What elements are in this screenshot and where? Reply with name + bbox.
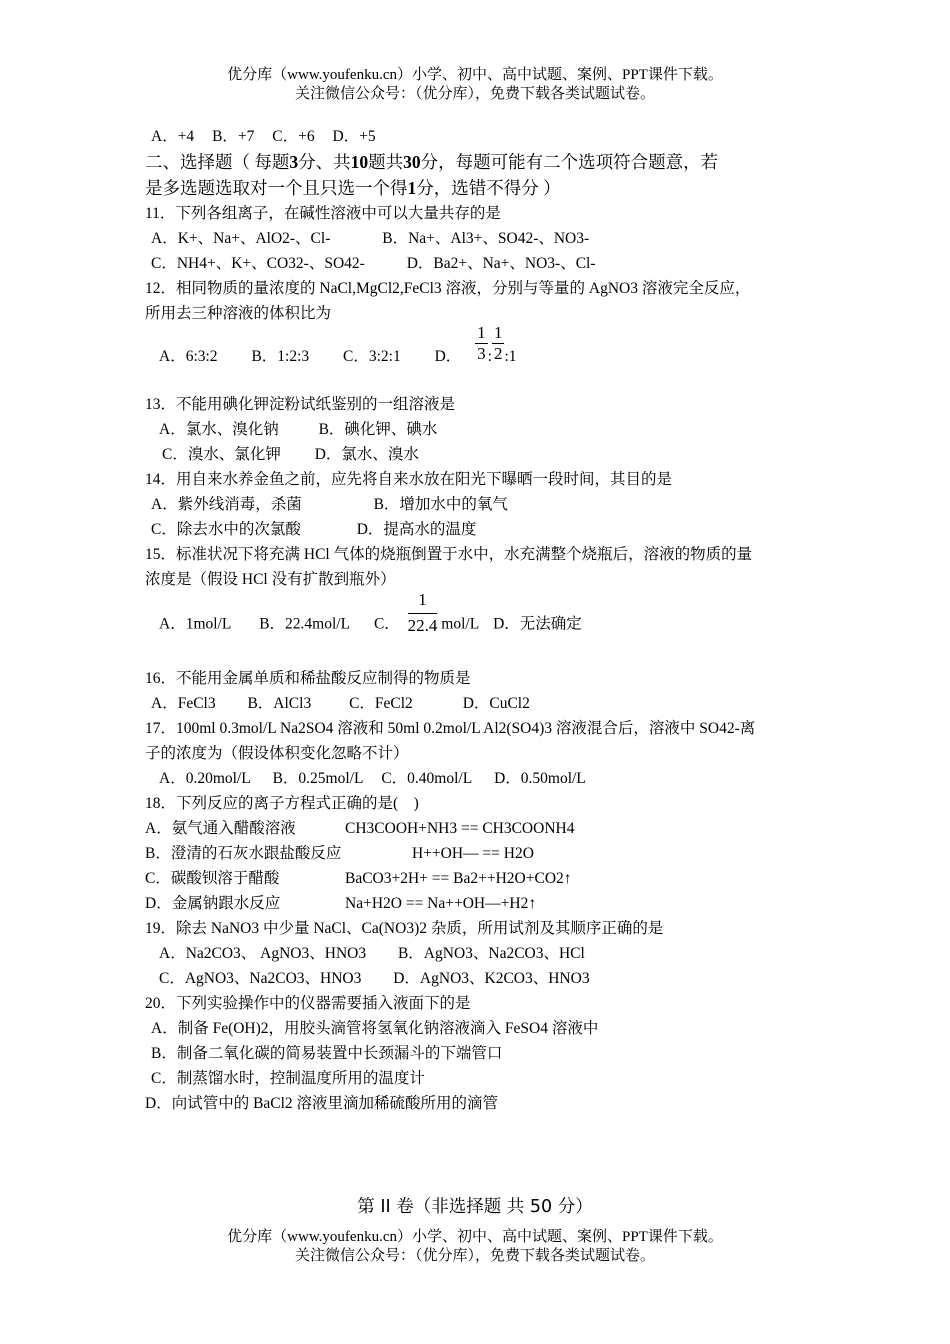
option-c: C．溴水、氯化钾 (162, 446, 281, 463)
section-number: 10 (350, 152, 369, 172)
option-b: B．+7 (212, 128, 255, 145)
fraction-denominator: 2 (493, 344, 503, 363)
q19-options-row2 (145, 966, 810, 991)
q15-stem-2: 浓度是（假设 HCl 没有扩散到瓶外） (145, 571, 396, 588)
q17-stem-2: 子的浓度为（假设体积变化忽略不计） (145, 745, 409, 762)
option-a: A．紫外线消毒，杀菌 (151, 496, 302, 513)
section-text: 是多选题选取对一个且只选一个得 (145, 178, 408, 198)
option-d: D．CuCl2 (462, 695, 530, 712)
section-2-heading (145, 149, 810, 175)
q18-option-b (145, 841, 810, 866)
fraction-one-half (492, 323, 505, 364)
option-d: D． (434, 348, 462, 366)
q18-option-a (145, 816, 810, 841)
option-d: D．0.50mol/L (494, 770, 586, 787)
option-a: A．氯水、溴化钠 (159, 421, 279, 438)
q19-stem: 19．除去 NaNO3 中少量 NaCl、Ca(NO3)2 杂质，所用试剂及其顺序正确的是 (145, 920, 664, 937)
q12-options (145, 323, 810, 384)
option-b: B．增加水中的氧气 (373, 496, 508, 513)
option-a: A．6:3:2 (159, 348, 218, 366)
option-c: C．NH4+、K+、CO32-、SO42- (151, 255, 365, 272)
q13-options-row2 (145, 442, 810, 467)
option-d: D．AgNO3、K2CO3、HNO3 (393, 970, 590, 987)
option-b: B．Na+、Al3+、SO42-、NO3- (382, 230, 590, 247)
section-number: 3 (289, 152, 299, 172)
q12-stem-1: 12．相同物质的量浓度的 NaCl,MgCl2,FeCl3 溶液，分别与等量的 AgNO3 溶液完全反应， (145, 280, 751, 297)
header-line-2: 关注微信公众号：（优分库），免费下载各类试题试卷。 (294, 86, 655, 102)
option-d: D．+5 (332, 128, 376, 145)
q20-option-c: C．制蒸馏水时，控制温度所用的温度计 (151, 1070, 425, 1087)
equation: Na+H2O == Na++OH—+H2↑ (345, 895, 537, 912)
option-b: B．AlCl3 (247, 695, 312, 712)
section-2-heading-cont (145, 175, 810, 201)
fraction-one-third (475, 323, 488, 364)
page-header (0, 66, 950, 104)
q17-options (145, 766, 810, 791)
option-label: C．碳酸钡溶于醋酸 (145, 870, 280, 887)
q20-option-b: B．制备二氧化碳的简易装置中长颈漏斗的下端管口 (151, 1045, 503, 1062)
exam-content (145, 124, 810, 1116)
q13-options-row1 (145, 417, 810, 442)
option-d: D．提高水的温度 (356, 521, 477, 538)
option-c: C．3:2:1 (343, 348, 401, 366)
equation: H++OH— == H2O (412, 845, 534, 862)
section-text: 题共 (368, 152, 404, 172)
option-c: C．除去水中的次氯酸 (151, 521, 301, 538)
option-label: B．澄清的石灰水跟盐酸反应 (145, 845, 342, 862)
q19-options-row1 (145, 941, 810, 966)
q18-option-d (145, 891, 810, 916)
q20-option-a: A．制备 Fe(OH)2，用胶头滴管将氢氧化钠溶液滴入 FeSO4 溶液中 (151, 1020, 599, 1037)
page-footer (0, 1228, 950, 1266)
q13-stem: 13．不能用碘化钾淀粉试纸鉴别的一组溶液是 (145, 396, 456, 413)
option-b: B．1:2:3 (251, 348, 310, 366)
q17-stem-1: 17．100ml 0.3mol/L Na2SO4 溶液和 50ml 0.2mol/L Al2(SO4)3 溶液混合后，溶液中 SO42-离 (145, 720, 756, 737)
section-text: 分，每题可能有二个选项符合题意，若 (420, 152, 719, 172)
q14-options-row2 (145, 517, 810, 542)
option-a: A．+4 (151, 128, 195, 145)
q16-options (145, 691, 810, 716)
fraction-numerator: 1 (477, 323, 486, 342)
option-d: D．无法确定 (493, 615, 582, 633)
fraction-numerator: 1 (493, 323, 503, 342)
ratio-tail: :1 (504, 348, 517, 366)
option-a: A．1mol/L (159, 615, 232, 633)
fraction-denominator: 3 (477, 344, 486, 363)
section-text: 分、共 (298, 152, 351, 172)
q14-options-row1 (145, 492, 810, 517)
option-c: C．AgNO3、Na2CO3、HNO3 (159, 970, 362, 987)
ratio-separator: : (487, 348, 492, 366)
option-label: D．金属钠跟水反应 (145, 895, 281, 912)
fraction-numerator: 1 (408, 590, 438, 614)
option-a: A．FeCl3 (151, 695, 216, 712)
option-b: B．碘化钾、碘水 (318, 421, 438, 438)
q12-stem-2: 所用去三种溶液的体积比为 (145, 305, 332, 322)
q11-stem: 11．下列各组离子，在碱性溶液中可以大量共存的是 (145, 205, 501, 222)
q11-options-row2 (145, 251, 810, 276)
q20-stem: 20．下列实验操作中的仪器需要插入液面下的是 (145, 995, 471, 1012)
option-label: A．氨气通入醋酸溶液 (145, 820, 296, 837)
q11-options-row1 (145, 226, 810, 251)
footer-line-1: 优分库（www.youfenku.cn）小学、初中、高中试题、案例、PPT课件下载。 (227, 1229, 723, 1245)
option-a: A．0.20mol/L (159, 770, 251, 787)
q14-stem: 14．用自来水养金鱼之前，应先将自来水放在阳光下曝晒一段时间，其目的是 (145, 471, 673, 488)
header-line-1: 优分库（www.youfenku.cn）小学、初中、高中试题、案例、PPT课件下载。 (227, 67, 723, 83)
option-a: A．K+、Na+、AlO2-、Cl- (151, 230, 331, 247)
option-b: B．22.4mol/L (259, 615, 351, 633)
option-c: C．+6 (272, 128, 315, 145)
option-d: D．氯水、溴水 (314, 446, 419, 463)
option-c: C．0.40mol/L (381, 770, 473, 787)
option-b: B．0.25mol/L (272, 770, 364, 787)
q16-stem: 16．不能用金属单质和稀盐酸反应制得的物质是 (145, 670, 471, 687)
q15-stem-1: 15．标准状况下将充满 HCl 气体的烧瓶倒置于水中，水充满整个烧瓶后，溶液的物质的量 (145, 546, 753, 563)
option-c: C． (373, 615, 400, 633)
option-c: C．FeCl2 (349, 695, 413, 712)
q18-option-c (145, 866, 810, 891)
q10-options (145, 124, 810, 149)
part-2-title: 第 II 卷（非选择题 共 50 分） (357, 1197, 593, 1217)
fraction-one-over-22-4 (408, 590, 438, 636)
option-b: B．AgNO3、Na2CO3、HCl (397, 945, 585, 962)
q18-stem: 18．下列反应的离子方程式正确的是( ) (145, 795, 419, 812)
unit-label: mol/L (441, 615, 480, 633)
section-number: 30 (403, 152, 421, 172)
footer-line-2: 关注微信公众号：（优分库），免费下载各类试题试卷。 (294, 1248, 655, 1264)
q20-option-d: D．向试管中的 BaCl2 溶液里滴加稀硫酸所用的滴管 (145, 1095, 499, 1112)
q15-options (145, 592, 810, 654)
equation: CH3COOH+NH3 == CH3COONH4 (345, 820, 575, 837)
section-number: 1 (407, 178, 417, 198)
option-a: A．Na2CO3、 AgNO3、HNO3 (159, 945, 367, 962)
option-d: D．Ba2+、Na+、NO3-、Cl- (406, 255, 596, 272)
fraction-denominator: 22.4 (407, 616, 438, 635)
section-text: 分，选错不得分 ） (416, 178, 561, 198)
section-text: 二、选择题（ 每题 (145, 152, 290, 172)
equation: BaCO3+2H+ == Ba2++H2O+CO2↑ (345, 870, 572, 887)
